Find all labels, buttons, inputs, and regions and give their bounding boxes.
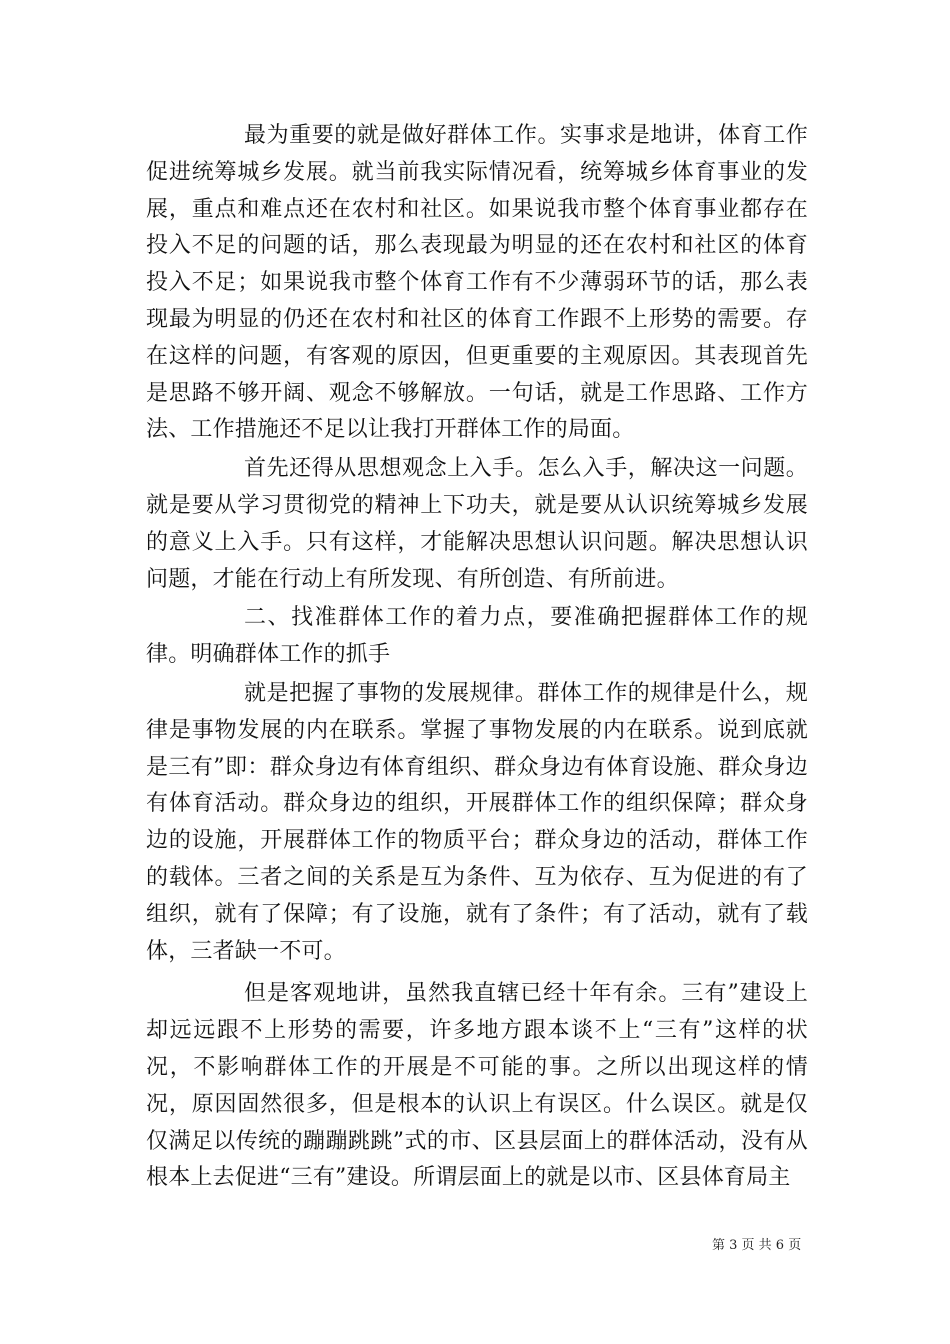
paragraph-2: 首先还得从思想观念上入手。怎么入手，解决这一问题。就是要从学习贯彻党的精神上下功夫，就是要从认识统筹城乡发展的意义上入手。只有这样，才能解决思想认识问题。解决思想认识问题，才能在行动上有所发现、有所创造、有所前进。 — [146, 456, 808, 592]
document-body — [146, 118, 808, 1197]
paragraph-4: 但是客观地讲，虽然我直辖已经十年有余。三有”建设上却远远跟不上形势的需要，许多地方跟本谈不上“三有”这样的状况，不影响群体工作的开展是不可能的事。之所以出现这样的情况，原因固然很多，但是根本的认识上有误区。什么误区。就是仅仅满足以传统的蹦蹦跳跳”式的市、区县层面上的群体活动，没有从根本上去促进“三有”建设。所谓层面上的就是以市、区县体育局主 — [146, 981, 808, 1191]
section-heading: 二、找准群体工作的着力点，要准确把握群体工作的规律。明确群体工作的抓手 — [146, 605, 808, 668]
page-number-footer: 第 3 页 共 6 页 — [712, 1238, 802, 1253]
paragraph-3: 就是把握了事物的发展规律。群体工作的规律是什么，规律是事物发展的内在联系。掌握了事物发展的内在联系。说到底就是三有”即：群众身边有体育组织、群众身边有体育设施、群众身边有体育活动。群众身边的组织，开展群体工作的组织保障；群众身边的设施，开展群体工作的物质平台；群众身边的活动，群体工作的载体。三者之间的关系是互为条件、互为依存、互为促进的有了组织，就有了保障；有了设施，就有了条件；有了活动，就有了载体，三者缺一不可。 — [146, 680, 808, 964]
paragraph-1: 最为重要的就是做好群体工作。实事求是地讲，体育工作促进统筹城乡发展。就当前我实际情况看，统筹城乡体育事业的发展，重点和难点还在农村和社区。如果说我市整个体育事业都存在投入不足的问题的话，那么表现最为明显的还在农村和社区的体育投入不足；如果说我市整个体育工作有不少薄弱环节的话，那么表现最为明显的仍还在农村和社区的体育工作跟不上形势的需要。存在这样的问题，有客观的原因，但更重要的主观原因。其表现首先是思路不够开阔、观念不够解放。一句话，就是工作思路、工作方法、工作措施还不足以让我打开群体工作的局面。 — [146, 123, 808, 443]
